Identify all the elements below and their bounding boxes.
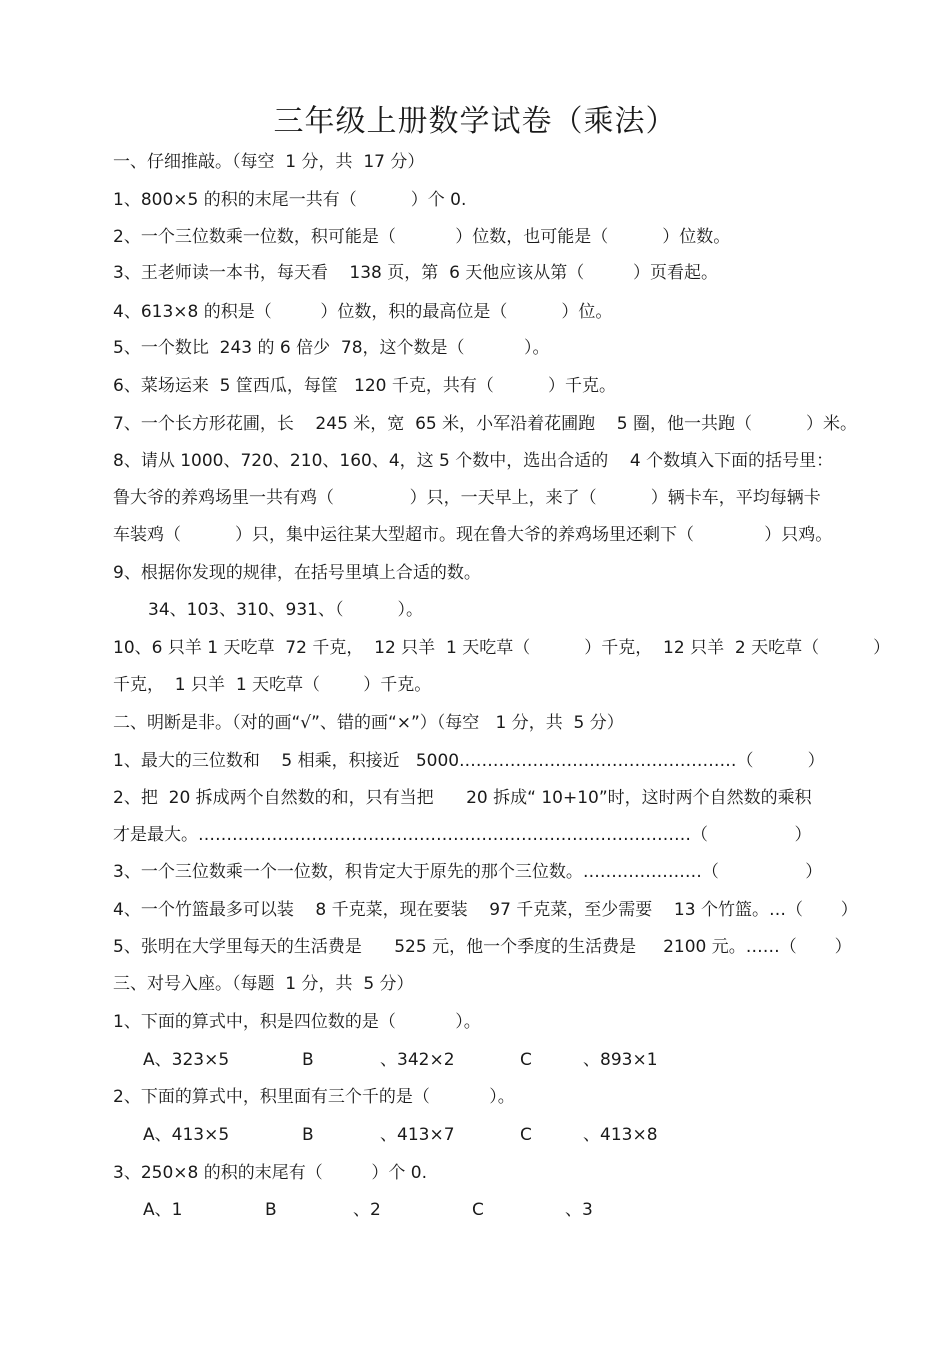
question-1-9-line1: 9、根据你发现的规律，在括号里填上合适的数。 bbox=[113, 563, 481, 583]
section2-heading: 二、明断是非。（对的画“√”、错的画“×”）（每空 1 分，共 5 分） bbox=[113, 713, 624, 733]
question-1-10-line1: 10、6 只羊 1 天吃草 72 千克， 12 只羊 1 天吃草（ ）千克， 12 只羊 2 天吃草（ ） bbox=[113, 638, 891, 658]
question-3-2-option-c-letter: C bbox=[520, 1125, 532, 1145]
question-1-5: 5、一个数比 243 的 6 倍少 78，这个数是（ ）。 bbox=[113, 338, 550, 358]
question-1-2: 2、一个三位数乘一位数，积可能是（ ）位数，也可能是（ ）位数。 bbox=[113, 227, 731, 247]
question-3-3-option-b-letter: B bbox=[265, 1200, 277, 1220]
section1-heading: 一、仔细推敲。（每空 1 分，共 17 分） bbox=[113, 152, 425, 172]
question-2-5: 5、张明在大学里每天的生活费是 525 元，他一个季度的生活费是 2100 元。……（ ） bbox=[113, 937, 852, 957]
question-1-8-line2: 鲁大爷的养鸡场里一共有鸡（ ）只，一天早上，来了（ ）辆卡车，平均每辆卡 bbox=[113, 488, 821, 508]
question-1-3: 3、王老师读一本书，每天看 138 页，第 6 天他应该从第（ ）页看起。 bbox=[113, 263, 718, 283]
question-1-8-line3: 车装鸡（ ）只，集中运往某大型超市。现在鲁大爷的养鸡场里还剩下（ ）只鸡。 bbox=[113, 525, 833, 545]
question-2-3: 3、一个三位数乘一个一位数，积肯定大于原先的那个三位数。…………………（ ） bbox=[113, 862, 823, 882]
question-3-2-option-b-value: 、413×7 bbox=[380, 1125, 455, 1145]
question-2-2-line1: 2、把 20 拆成两个自然数的和，只有当把 20 拆成“ 10+10”时，这时两个自然数的乘积 bbox=[113, 788, 812, 808]
question-3-3-option-c-value: 、3 bbox=[565, 1200, 593, 1220]
question-1-6: 6、菜场运来 5 筐西瓜，每筐 120 千克，共有（ ）千克。 bbox=[113, 376, 616, 396]
question-3-1: 1、下面的算式中，积是四位数的是（ ）。 bbox=[113, 1012, 481, 1032]
question-3-3-option-a: A、1 bbox=[143, 1200, 183, 1220]
question-1-9-line2: 34、103、310、931、（ ）。 bbox=[148, 600, 424, 620]
page-title: 三年级上册数学试卷（乘法） bbox=[273, 104, 677, 139]
question-3-1-option-a: A、323×5 bbox=[143, 1050, 230, 1070]
question-3-1-option-b-value: 、342×2 bbox=[380, 1050, 455, 1070]
section3-heading: 三、对号入座。（每题 1 分，共 5 分） bbox=[113, 974, 414, 994]
question-1-4: 4、613×8 的积是（ ）位数，积的最高位是（ ）位。 bbox=[113, 302, 613, 322]
question-3-2: 2、下面的算式中，积里面有三个千的是（ ）。 bbox=[113, 1087, 515, 1107]
question-2-2-line2: 才是最大。……………………………………………………………………………（ ） bbox=[113, 825, 812, 845]
question-1-10-line2: 千克， 1 只羊 1 天吃草（ ）千克。 bbox=[113, 675, 432, 695]
question-1-7: 7、一个长方形花圃，长 245 米，宽 65 米，小军沿着花圃跑 5 圈，他一共跑（ ）米。 bbox=[113, 414, 857, 434]
question-3-3-option-b-value: 、2 bbox=[353, 1200, 381, 1220]
question-3-2-option-b-letter: B bbox=[302, 1125, 314, 1145]
question-3-1-option-b-letter: B bbox=[302, 1050, 314, 1070]
question-1-8-line1: 8、请从 1000、720、210、160、4，这 5 个数中，选出合适的 4 个数填入下面的括号里： bbox=[113, 451, 834, 471]
question-2-1: 1、最大的三位数和 5 相乘，积接近 5000.…………………………………………（ ） bbox=[113, 751, 825, 771]
question-3-3: 3、250×8 的积的末尾有（ ）个 0. bbox=[113, 1163, 427, 1183]
question-3-2-option-c-value: 、413×8 bbox=[583, 1125, 658, 1145]
question-3-1-option-c-value: 、893×1 bbox=[583, 1050, 658, 1070]
question-3-3-option-c-letter: C bbox=[472, 1200, 484, 1220]
question-2-4: 4、一个竹篮最多可以装 8 千克菜，现在要装 97 千克菜，至少需要 13 个竹篮。…（ ） bbox=[113, 900, 858, 920]
question-1-1: 1、800×5 的积的末尾一共有（ ）个 0. bbox=[113, 190, 467, 210]
question-3-1-option-c-letter: C bbox=[520, 1050, 532, 1070]
question-3-2-option-a: A、413×5 bbox=[143, 1125, 230, 1145]
